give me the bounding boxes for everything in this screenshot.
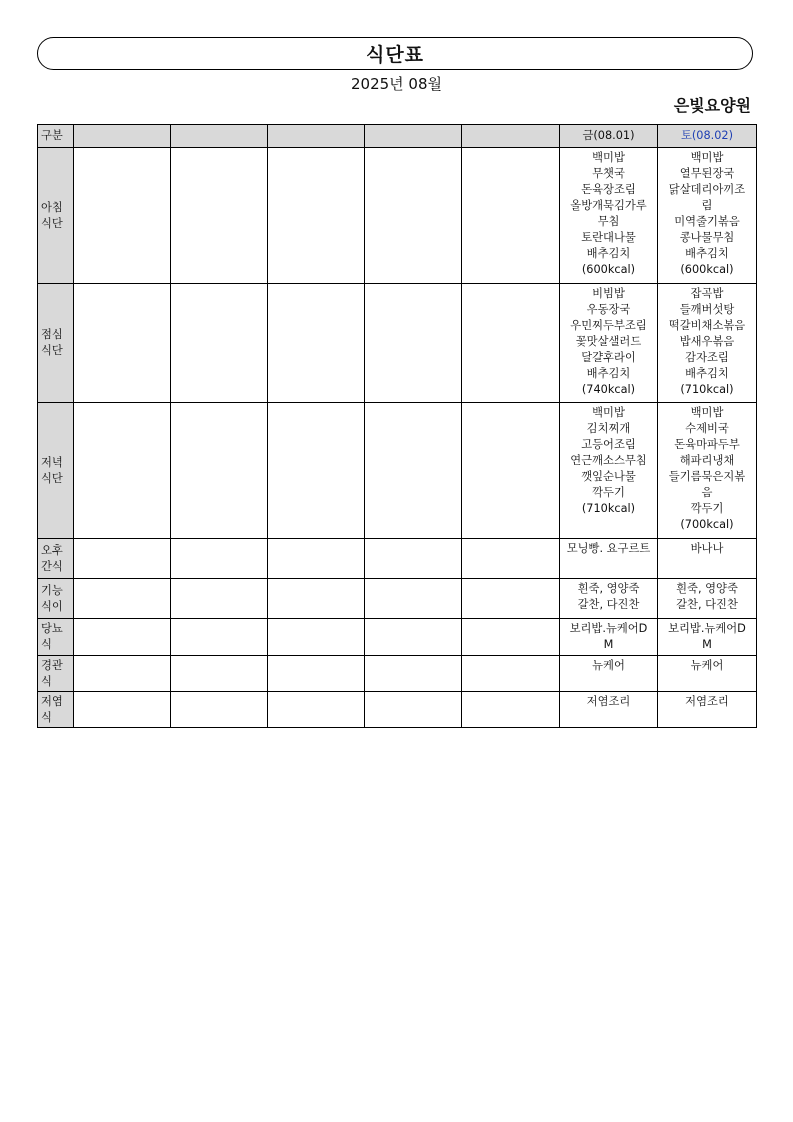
menu-cell — [365, 619, 462, 656]
row-label-line: 식단 — [41, 471, 63, 485]
row-label-line: 점심 — [41, 328, 63, 341]
menu-item: (700kcal) — [680, 518, 734, 531]
menu-cell — [268, 403, 365, 539]
menu-item: 고등어조림 — [581, 438, 636, 451]
menu-item: 저염조리 — [685, 695, 729, 708]
menu-cell — [171, 619, 268, 656]
menu-item: 우동장국 — [586, 303, 631, 316]
table-row — [38, 148, 757, 284]
row-label-line: 식단 — [41, 344, 63, 357]
menu-cell — [74, 284, 171, 403]
menu-cell — [171, 539, 268, 579]
menu-cell — [560, 403, 658, 539]
day-header — [74, 125, 171, 148]
menu-item: 돈육장조림 — [581, 183, 636, 196]
menu-cell — [462, 579, 560, 619]
row-label-line: 저염 — [41, 694, 63, 708]
menu-item: 잡곡밥 — [690, 287, 724, 300]
row-label — [38, 579, 74, 619]
page-title: 식단표 — [365, 44, 425, 66]
menu-cell — [74, 619, 171, 656]
menu-item: 갈찬, 다진찬 — [577, 598, 640, 611]
menu-cell — [171, 403, 268, 539]
menu-cell — [658, 148, 757, 284]
menu-cell — [365, 539, 462, 579]
row-label-line: 오후 — [41, 543, 63, 557]
day-header-sat: 토(08.02) — [658, 125, 757, 148]
table-row — [38, 619, 757, 656]
menu-cell — [74, 656, 171, 692]
row-label-line: 아침 — [41, 200, 63, 214]
row-label-line: 간식 — [41, 559, 63, 573]
menu-item: 해파리냉채 — [679, 454, 735, 467]
menu-cell — [658, 692, 757, 728]
table-row — [38, 284, 757, 403]
menu-item: 연근깨소스무침 — [570, 454, 647, 467]
menu-item: 보리밥.뉴케어D — [569, 622, 648, 635]
menu-cell — [658, 619, 757, 656]
row-label-line: 경관 — [41, 658, 63, 672]
menu-cell — [365, 579, 462, 619]
title-banner — [37, 37, 753, 70]
day-header — [365, 125, 462, 148]
menu-item: 배추김치 — [586, 247, 631, 260]
menu-item: 갈찬, 다진찬 — [676, 598, 738, 611]
menu-item: 토란대나물 — [581, 231, 636, 244]
menu-item: 배추김치 — [685, 367, 729, 380]
menu-item: 깻잎순나물 — [581, 470, 636, 483]
menu-cell — [171, 656, 268, 692]
menu-cell — [268, 579, 365, 619]
menu-item: 배추김치 — [586, 367, 631, 380]
menu-item: 깍두기 — [690, 502, 724, 515]
menu-cell — [560, 539, 658, 579]
menu-item: 달걀후라이 — [581, 351, 636, 364]
table-row — [38, 579, 757, 619]
meal-rows — [38, 148, 757, 728]
menu-item: 떡갈비채소볶음 — [668, 319, 746, 332]
row-label — [38, 539, 74, 579]
menu-item: 우민찌두부조림 — [570, 319, 647, 332]
row-label-line: 식이 — [41, 599, 63, 613]
header-row — [38, 125, 757, 148]
row-label — [38, 148, 74, 284]
menu-item: 밥새우볶음 — [679, 335, 735, 348]
menu-item: 들기름묵은지볶 — [668, 470, 746, 483]
row-label-line: 식 — [41, 674, 52, 688]
row-label — [38, 692, 74, 728]
menu-cell — [462, 539, 560, 579]
menu-cell — [171, 579, 268, 619]
menu-cell — [462, 656, 560, 692]
menu-item: (600kcal) — [581, 263, 636, 276]
menu-cell — [658, 284, 757, 403]
menu-item: 미역줄기볶음 — [674, 215, 740, 228]
menu-cell — [268, 656, 365, 692]
menu-item: 배추김치 — [685, 247, 729, 260]
menu-item: 음 — [701, 486, 713, 499]
menu-item: 무챗국 — [592, 167, 625, 180]
menu-item: 저염조리 — [586, 695, 631, 708]
day-header — [268, 125, 365, 148]
menu-item: 바나나 — [690, 542, 724, 555]
menu-item: 림 — [701, 199, 713, 212]
menu-cell — [560, 579, 658, 619]
menu-cell — [462, 403, 560, 539]
menu-cell — [365, 656, 462, 692]
menu-item: 김치찌개 — [586, 422, 631, 435]
menu-cell — [462, 619, 560, 656]
row-label-line: 식 — [41, 638, 52, 651]
menu-cell — [268, 619, 365, 656]
day-header — [462, 125, 560, 148]
menu-cell — [658, 539, 757, 579]
menu-item: 꽃맛살샐러드 — [575, 335, 642, 348]
menu-cell — [171, 148, 268, 284]
menu-cell — [74, 148, 171, 284]
menu-item: M — [702, 638, 712, 651]
menu-item: 열무된장국 — [679, 167, 735, 180]
menu-cell — [560, 619, 658, 656]
day-header-fri: 금(08.01) — [560, 125, 658, 148]
menu-cell — [171, 692, 268, 728]
menu-cell — [171, 284, 268, 403]
table-row — [38, 692, 757, 728]
menu-cell — [658, 579, 757, 619]
menu-item: (600kcal) — [680, 263, 734, 276]
menu-cell — [462, 692, 560, 728]
menu-item: M — [603, 638, 614, 651]
row-label-line: 당뇨 — [41, 622, 63, 635]
menu-cell — [365, 284, 462, 403]
menu-cell — [462, 284, 560, 403]
organization-name: 은빛요양원 — [673, 96, 751, 115]
menu-item: 백미밥 — [690, 406, 724, 419]
menu-cell — [268, 284, 365, 403]
table-row — [38, 539, 757, 579]
menu-item: 뉴케어 — [592, 659, 625, 672]
corner-label: 구분 — [38, 125, 74, 148]
row-label-line: 식 — [41, 710, 52, 724]
menu-item: 백미밥 — [592, 406, 625, 419]
menu-item: (710kcal) — [581, 502, 636, 515]
menu-item: (740kcal) — [581, 383, 636, 396]
menu-item: 들깨버섯탕 — [679, 303, 735, 316]
menu-item: 콩나물무침 — [679, 231, 735, 244]
menu-cell — [365, 148, 462, 284]
menu-cell — [268, 692, 365, 728]
menu-item: 감자조림 — [685, 351, 729, 364]
table-row — [38, 656, 757, 692]
meal-plan-table — [37, 124, 757, 728]
menu-cell — [560, 284, 658, 403]
menu-item: 올방개묵김가루 — [570, 199, 647, 212]
menu-item: 돈육마파두부 — [674, 438, 740, 451]
row-label — [38, 284, 74, 403]
menu-item: 흰죽, 영양죽 — [577, 582, 640, 595]
row-label — [38, 403, 74, 539]
period-label: 2025년 08월 — [350, 75, 442, 93]
menu-cell — [560, 148, 658, 284]
menu-cell — [74, 692, 171, 728]
menu-cell — [365, 403, 462, 539]
menu-item: 비빔밥 — [592, 287, 625, 300]
menu-item: (710kcal) — [680, 383, 734, 396]
row-label-line: 식단 — [41, 216, 63, 230]
menu-cell — [560, 656, 658, 692]
menu-cell — [268, 148, 365, 284]
menu-cell — [74, 403, 171, 539]
menu-item: 모닝빵. 요구르트 — [566, 542, 651, 555]
menu-cell — [268, 539, 365, 579]
menu-item: 닭살데리아끼조 — [668, 183, 746, 196]
menu-item: 흰죽, 영양죽 — [676, 582, 738, 595]
row-label — [38, 619, 74, 656]
menu-item: 백미밥 — [592, 151, 625, 164]
menu-cell — [462, 148, 560, 284]
menu-item: 무침 — [597, 215, 620, 228]
menu-cell — [658, 403, 757, 539]
table-row — [38, 403, 757, 539]
row-label-line: 기능 — [41, 583, 63, 597]
menu-item: 백미밥 — [690, 151, 724, 164]
menu-cell — [74, 579, 171, 619]
menu-cell — [365, 692, 462, 728]
day-header — [171, 125, 268, 148]
menu-item: 깍두기 — [592, 486, 625, 499]
menu-cell — [560, 692, 658, 728]
menu-cell — [74, 539, 171, 579]
menu-item: 수제비국 — [685, 422, 729, 435]
menu-item: 보리밥.뉴케어D — [668, 622, 746, 635]
menu-cell — [658, 656, 757, 692]
row-label-line: 저녁 — [41, 455, 63, 469]
row-label — [38, 656, 74, 692]
menu-item: 뉴케어 — [690, 659, 724, 672]
